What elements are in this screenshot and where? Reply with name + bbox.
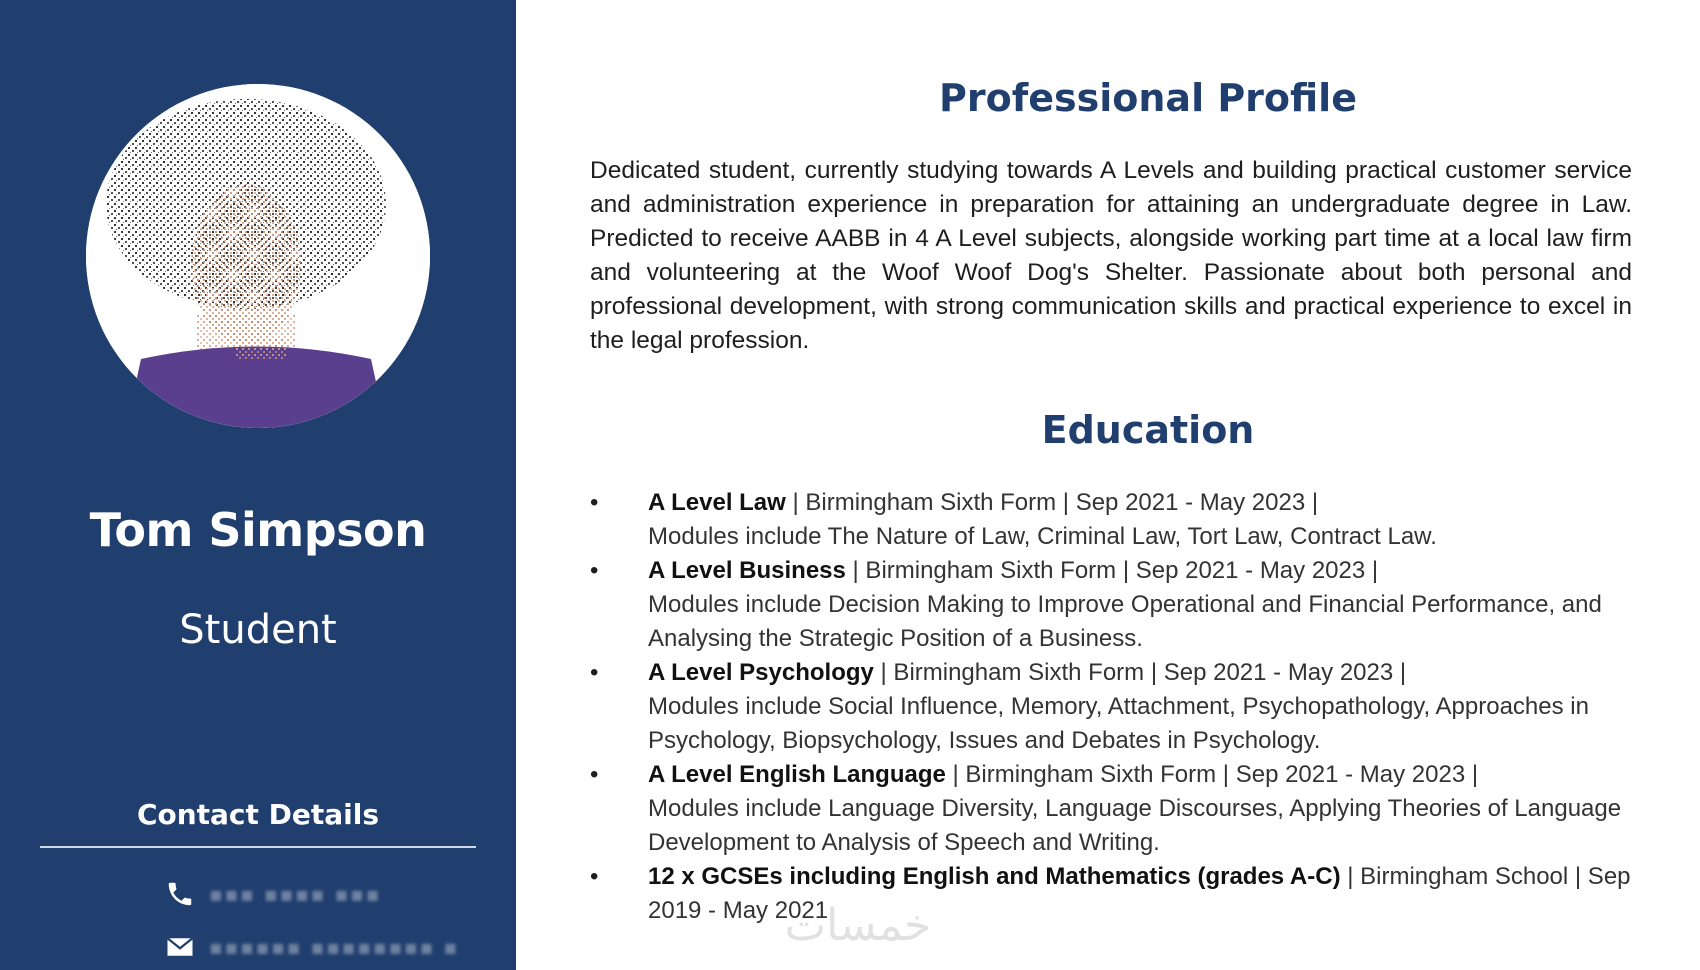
education-item [590, 656, 1650, 758]
education-modules: Modules include Decision Making to Improve Operational and Financial Performance, and Analysing the Strategic Position of a Business. [648, 591, 1602, 652]
education-course: A Level Psychology [648, 659, 874, 686]
envelope-icon [165, 932, 195, 962]
contact-email-row [165, 930, 459, 964]
contact-divider [40, 846, 476, 848]
profile-section-title: Professional Profile [939, 76, 1357, 120]
sidebar [0, 0, 516, 970]
contact-email-value: ▪▪▪▪▪▪ ▪▪▪▪▪▪▪▪ ▪ [209, 935, 460, 959]
education-item [590, 486, 1650, 554]
education-modules: Modules include Language Diversity, Language Discourses, Applying Theories of Language Development to Analysis of Speech and Writing. [648, 795, 1622, 856]
education-course: 12 x GCSEs including English and Mathematics (grades A-C) [648, 863, 1341, 890]
education-course: A Level Business [648, 557, 846, 584]
phone-icon [165, 879, 195, 909]
candidate-name: Tom Simpson [89, 503, 427, 557]
education-course: A Level English Language [648, 761, 946, 788]
education-details: | Birmingham Sixth Form | Sep 2021 - May 2023 | [945, 761, 1479, 788]
education-modules: Modules include The Nature of Law, Criminal Law, Tort Law, Contract Law. [648, 523, 1437, 550]
contact-phone-value: ▪▪▪ ▪▪▪▪ ▪▪▪ [209, 882, 382, 906]
education-section-title: Education [1041, 408, 1255, 452]
education-details: | Birmingham School | Sep 2019 - May 2021 [648, 863, 1631, 924]
bullet-icon: • [590, 557, 599, 584]
bullet-icon: • [590, 863, 599, 890]
education-modules: Modules include Social Influence, Memory, Attachment, Psychopathology, Approaches in Psychology, Biopsychology, Issues and Debates in Psychology. [648, 693, 1589, 754]
profile-photo [86, 84, 430, 428]
contact-heading: Contact Details [136, 798, 380, 831]
main-content [516, 0, 1700, 970]
bullet-icon: • [590, 761, 599, 788]
education-item [590, 554, 1650, 656]
education-item [590, 758, 1650, 860]
education-course: A Level Law [648, 489, 786, 516]
bullet-icon: • [590, 659, 599, 686]
contact-phone-row [165, 877, 381, 911]
profile-summary: Dedicated student, currently studying towards A Levels and building practical customer service and administration experience in preparation for attaining an undergraduate degree in Law. Predicted to receive AABB in 4 A Level subjects, alongside working part time at a local law firm and volunteering at the Woof Woof Dog's Shelter. Passionate about both personal and professional development, with strong communication skills and practical experience to excel in the legal profession. [590, 157, 1632, 354]
candidate-role: Student [179, 607, 337, 653]
profile-photo-image [86, 84, 430, 428]
education-details: | Birmingham Sixth Form | Sep 2021 - May 2023 | [845, 557, 1379, 584]
watermark-logo: خمسات [784, 900, 932, 951]
education-details: | Birmingham Sixth Form | Sep 2021 - May 2023 | [785, 489, 1319, 516]
bullet-icon: • [590, 489, 599, 516]
education-list [590, 486, 1650, 928]
education-details: | Birmingham Sixth Form | Sep 2021 - May 2023 | [873, 659, 1407, 686]
